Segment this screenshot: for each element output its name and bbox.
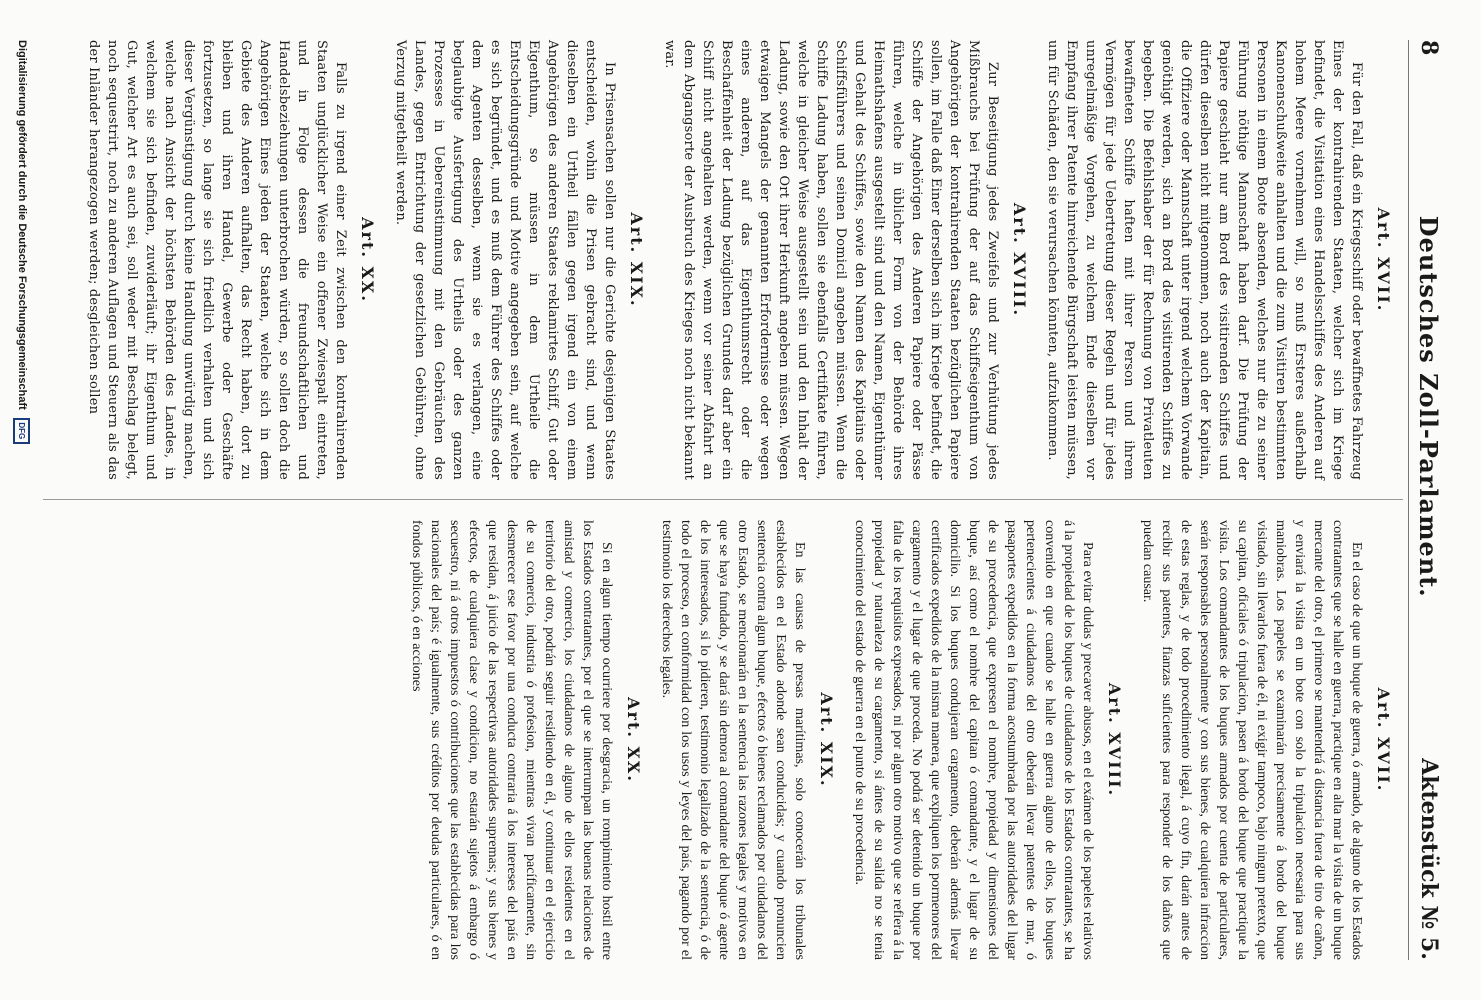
article-text: En el caso de que un buque de guerra, ó armado, de alguno de los Estados contratantes que se halle en guerra, practique en alta mar la visita de un buque mercante del otro, el primero se mantendrá á distancia fuera de tiro de cañon, y enviará la visita en un bote con solo la tripulacion necesaria para sus maniobras. Los papeles se examinarán precisamente á bordo del buque visitado, sin llevarlos fuera de él, ni exigir tampoco, bajo ningun pretexto, que su capitan, oficiales ó tripulacion, pasen á bordo del buque que practique la visita. Los comandantes de los buques armados por cuenta de particulares, serán responsables personalmente y con sus bienes, de cualquiera infraccion de estas reglas, y de todo procedimiento ilegal, á cuyo fin, darán antes de recibir sus patentes, fianzas suficientes para responder de los daños que puedan causar. bbox=[1140, 520, 1364, 960]
credit-text: Digitalisierung gefördert durch die Deutsche Forschungsgemeinschaft bbox=[16, 40, 28, 410]
article-20-de bbox=[84, 40, 377, 480]
article-17-de bbox=[1043, 40, 1393, 480]
column-divider bbox=[43, 499, 1403, 500]
article-heading: Art. XVII. bbox=[1374, 207, 1393, 313]
article-text: In Prisensachen sollen nur die Gerichte desjenigen Staates entscheiden, wohin die Prisen gebracht sind, und wenn dieselben ein Urtheil fällen gegen irgend ein von einem Angehörigen des anderen Staates reklamirtes Schiff, Gut oder Eigenthum, so müssen in dem Urtheile die Entscheidungsgründe und Motive angegeben sein, auf welche es sich begründet, und es muß dem Führer des Schiffes oder dem Agenten desselben, wenn sie es verlangen, eine beglaubigte Ausfertigung des Urtheils oder des ganzen Prozesses in Uebereinstimmung mit den Gebräuchen des Landes, gegen Entrichtung der gesetzlichen Gebühren, ohne Verzug mitgetheilt werden. bbox=[393, 40, 617, 480]
article-19-de bbox=[391, 40, 646, 480]
spanish-column bbox=[43, 520, 1403, 960]
article-text: Para evitar dudas y precaver abusos, en el exámen de los papeles relativos á la propiedad de los buques de ciudadanos de los Estados contratantes, se ha convenido en que cuando se halle en guerra alguno de ellos, los buques pertenecientes á ciudadanos del otro deberán llevar patentes de mar, ó pasaportes expedidos en la forma acostumbrada por las autoridades del lugar de su procedencia, que expresen el nombre, propiedad y dimensiones del buque, así como el nombre del capitan ó comandante, y el lugar de su domicilio. Si los buques condujeran cargamento, deberán además llevar certificados expedidos de la misma manera, que expliquen los pormenores del cargamento y el lugar de que proceda. No podrá ser detenido un buque por falta de los requisitos expresados, ni por algun otro motivo que se refiera á la propiedad y naturaleza de su cargamento, si ántes de su salida no se tenia conocimiento del estado de guerra en el punto de su procedencia. bbox=[852, 520, 1095, 960]
two-column-body bbox=[43, 40, 1403, 960]
article-18-de bbox=[660, 40, 1029, 480]
article-18-es bbox=[850, 520, 1124, 960]
journal-title: Deutsches Zoll-Parlament. bbox=[1414, 215, 1444, 598]
page-header bbox=[1408, 40, 1449, 960]
dfg-logo-icon: DFG bbox=[14, 418, 31, 444]
article-17-es bbox=[1138, 520, 1393, 960]
article-text: Si en algun tiempo ocurriere por desgracia, un rompimiento hostil entre los Estados contratantes, por el que se interrumpan las buenas relaciones de amistad y comercio, los ciudadanos de alguno de ellos residentes en el territorio del otro, podrán seguir residiendo en él, y continuar en el ejercicio de su comercio, industria ó profesion, mientras vivan pacíficamente, sin desmerecer ese favor por una conducta contraria á los intereses del país en que residan, á juicio de las respectivas autoridades supremas; y sus bienes y efectos, de cualquiera clase y condicion, no estarán sujetos á embargo ó secuestro, ni á otros impuestos ó contribuciones que las establecidas para los nacionales del país; é igualmente, sus créditos por deudas particulares, ó en fondos públicos, ó en acciones bbox=[409, 520, 614, 960]
article-20-es bbox=[407, 520, 643, 960]
article-text: Zur Beseitigung jedes Zweifels und zur Verhütung jedes Mißbrauchs bei Prüfung der auf das Schiffseigenthum von Angehörigen der kontrahirenden Staaten bezüglichen Papiere sollen, im Falle daß Einer derselben sich im Kriege befindet, die Schiffe der Angehörigen des Anderen Papiere oder Pässe führen, welche in üblicher Form von der Behörde ihres Heimathshafens ausgestellt sind und den Namen, Eigenthümer und Gehalt des Schiffes, sowie den Namen des Kapitains oder Schiffsführers und seinen Domicil angeben müssen. Wenn die Schiffe Ladung haben, sollen sie ebenfalls Certifikate führen, welche in gleicher Weise ausgestellt sein und den Inhalt der Ladung, sowie den Ort ihrer Herkunft angeben müssen. Wegen etwaigen Mangels der genannten Erfordernisse oder wegen eines anderen, auf das Eigenthumsrecht oder die Beschaffenheit der Ladung bezüglichen Grundes darf aber ein Schiff nicht angehalten werden, wenn vor seiner Abfahrt an dem Abgangsorte der Ausbruch des Krieges noch nicht bekannt war. bbox=[662, 40, 1000, 480]
article-heading: Art. XIX. bbox=[627, 212, 646, 308]
article-text: Falls zu irgend einer Zeit zwischen den kontrahirenden Staaten unglücklicher Weise ein offener Zwiespalt eintreten, und in Folge dessen die freundschaftlichen und Handelsbeziehungen unterbrochen würden, so sollen doch die Angehörigen Eines jeden der Staaten, welche sich in dem Gebiete des Anderen aufhalten, das Recht haben, dort zu bleiben und ihren Handel, Gewerbe oder Geschäfte fortzusetzen, so lange sie sich friedlich verhalten und sich dieser Vergünstigung durch keine Handlung unwürdig machen, welche nach Ansicht der höchsten Behörden des Landes, in welchem sie sich befinden, zuwiderläuft; ihr Eigenthum und Gut, welcher Art es auch sei, soll weder mit Beschlag belegt, noch sequestrirt, noch zu anderen Auflagen und Steuern als das der Inländer herangezogen werden; desgleichen sollen bbox=[86, 40, 348, 480]
article-19-es bbox=[657, 520, 836, 960]
article-heading: Art. XX. bbox=[358, 217, 377, 303]
article-heading: Art. XVIII. bbox=[1010, 202, 1029, 318]
article-text: Für den Fall, daß ein Kriegsschiff oder bewaffnetes Fahrzeug Eines der kontrahirenden Staaten, welcher sich im Kriege befindet, die Visitation eines Handelsschiffes des Anderen auf hohem Meere vornehmen will, so muß Ersteres außerhalb Kanonenschußweite anhalten und die zum Visitiren bestimmten Personen in einem Boote absenden, welches nur die zu seiner Führung nöthige Mannschaft haben darf. Die Prüfung der Papiere geschieht nur am Bord des visitirenden Schiffes und dürfen dieselben nicht mitgenommen, noch auch der Kapitain, die Offiziere oder Mannschaft unter irgend welchem Vorwande genöthigt werden, sich an Bord des visitirenden Schiffes zu begeben. Die Befehlshaber der für Rechnung von Privatleuten bewaffneten Schiffe haften mit ihrer Person und ihrem Vermögen für jede Uebertretung dieser Regeln und für jedes unregelmäßige Vorgehen, zu welchem Ende dieselben vor Empfang ihrer Patente hinreichende Bürgschaft leisten müssen, um für Schäden, den sie verursachen könnten, aufzukommen. bbox=[1045, 40, 1364, 480]
page-number: 8 bbox=[1416, 40, 1442, 56]
issue-label: Aktenstück № 5. bbox=[1416, 758, 1442, 960]
article-heading: Art. XVII. bbox=[1374, 687, 1393, 793]
german-column bbox=[43, 40, 1403, 480]
article-heading: Art. XIX. bbox=[817, 692, 836, 788]
article-heading: Art. XVIII. bbox=[1105, 682, 1124, 798]
article-text: En las causas de presas marítimas, solo conocerán los tribunales establecidos en el Estado adonde sean conducidas; y cuando pronuncien sentencia contra algun buque, efectos ó bienes reclamados por ciudadanos del otro Estado, se mencionarán en la sentencia las razones legales y motivos en que se haya fundado, y se dará sin demora al comandante del buque ó agente de los interesados, si lo pidieren, testimonio legalizado de la sentencia, ó de todo el proceso, en conformidad con los usos y leyes del país, pagando por el testimonio los derechos legales. bbox=[659, 520, 807, 960]
article-heading: Art. XX. bbox=[624, 697, 643, 783]
digitization-credit bbox=[11, 40, 33, 960]
